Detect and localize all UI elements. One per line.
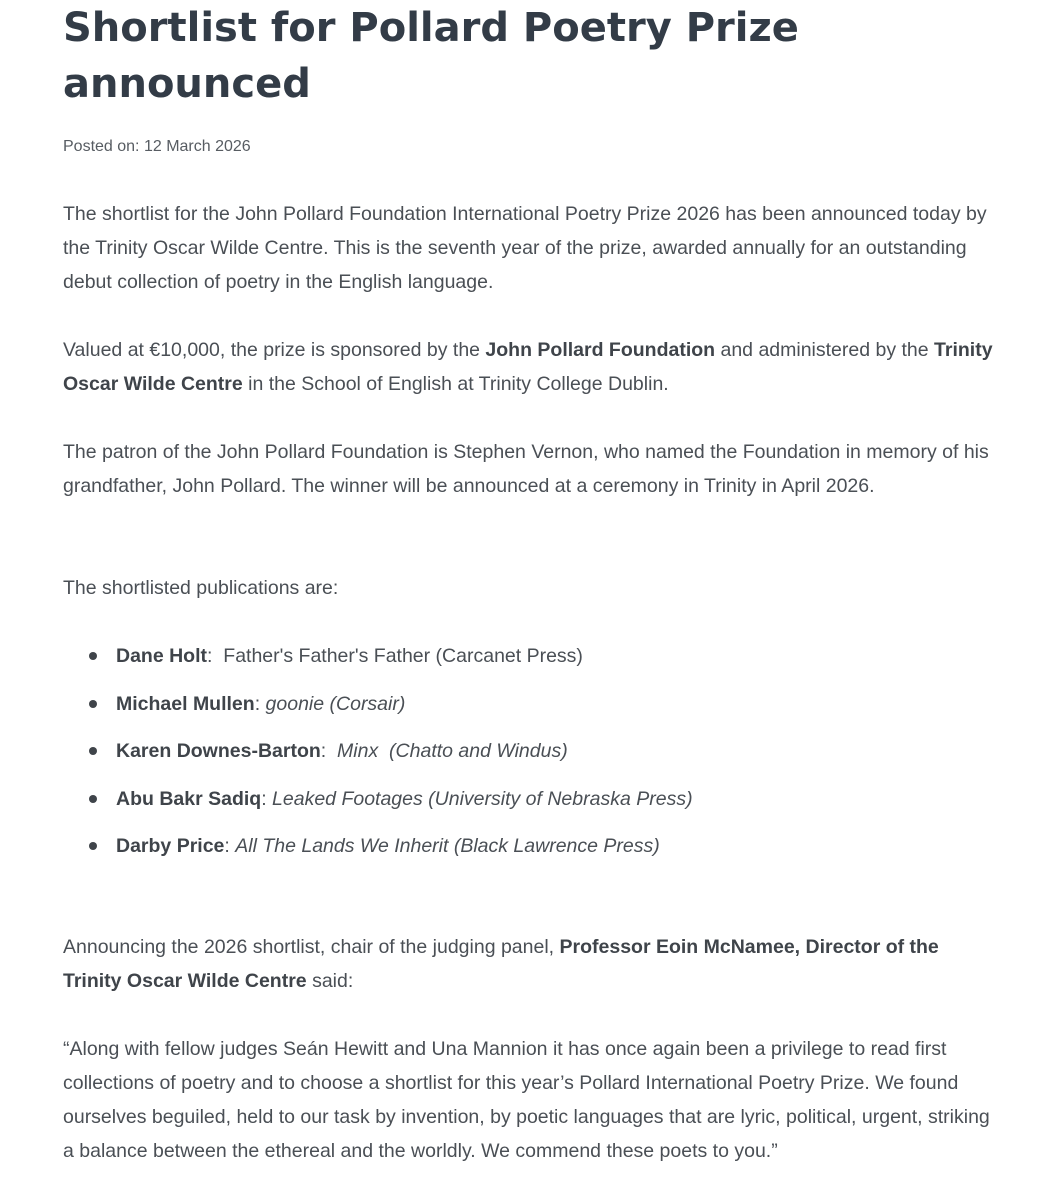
author-name: Abu Bakr Sadiq xyxy=(116,787,262,810)
bullet-icon xyxy=(89,700,97,708)
shortlist xyxy=(63,639,998,877)
prize-value-paragraph xyxy=(63,333,998,401)
separator: : xyxy=(261,787,273,810)
separator: : xyxy=(224,835,236,857)
sponsor-name: John Pollard Foundation xyxy=(485,339,716,361)
work-title: All The Lands We Inherit (Black Lawrence Press) xyxy=(235,835,660,857)
posted-date: Posted on: 12 March 2026 xyxy=(63,138,251,155)
work-title: goonie (Corsair) xyxy=(265,692,406,715)
patron-paragraph: The patron of the John Pollard Foundation is Stephen Vernon, who named the Foundation in memory of his grandfather, John Pollard. The winner will be announced at a ceremony in Trinity in April 2026. xyxy=(63,441,989,497)
list-item xyxy=(63,687,998,735)
author-name: Dane Holt xyxy=(116,645,208,667)
list-item xyxy=(63,782,998,830)
text-run: Valued at €10,000, the prize is sponsored by the xyxy=(63,339,486,361)
separator: : xyxy=(254,692,266,715)
separator: : xyxy=(320,740,338,762)
work-title: Leaked Footages (University of Nebraska Press) xyxy=(272,787,693,810)
bullet-icon xyxy=(89,747,97,755)
list-item xyxy=(63,734,998,782)
intro-paragraph: The shortlist for the John Pollard Foundation International Poetry Prize 2026 has been announced today by the Trinity Oscar Wilde Centre. This is the seventh year of the prize, awarded annually for an outstanding debut collection of poetry in the English language. xyxy=(63,203,987,293)
work-title: Father's Father's Father (Carcanet Press) xyxy=(223,645,583,667)
text-run: in the School of English at Trinity College Dublin. xyxy=(242,373,669,395)
list-item xyxy=(63,639,998,687)
list-item xyxy=(63,829,998,877)
quote-paragraph: “Along with fellow judges Seán Hewitt and Una Mannion it has once again been a privilege to read first collections of poetry and to choose a shortlist for this year’s Pollard International Poetry Prize. We found ourselves beguiled, held to our task by invention, by poetic languages that are lyric, political, urgent, striking a balance between the ethereal and the worldly. We commend these poets to you.” xyxy=(63,1038,990,1162)
bullet-icon xyxy=(89,795,97,803)
author-name: Michael Mullen xyxy=(116,692,255,715)
announcement-paragraph xyxy=(63,930,998,998)
page-title: Shortlist for Pollard Poetry Prize announced xyxy=(63,5,799,107)
shortlist-intro: The shortlisted publications are: xyxy=(63,577,339,599)
text-run: said: xyxy=(306,970,354,992)
bullet-icon xyxy=(89,842,97,850)
administrator-name: Trinity Oscar Wilde Centre xyxy=(63,339,993,395)
work-title: Minx (Chatto and Windus) xyxy=(337,740,568,762)
text-run: Announcing the 2026 shortlist, chair of the judging panel, xyxy=(63,936,560,958)
author-name: Karen Downes-Barton xyxy=(116,740,321,762)
author-name: Darby Price xyxy=(116,835,225,857)
separator: : xyxy=(207,645,224,667)
chair-name: Professor Eoin McNamee, Director of the Trinity Oscar Wilde Centre xyxy=(63,936,939,992)
text-run: and administered by the xyxy=(715,339,935,361)
bullet-icon xyxy=(89,652,97,660)
